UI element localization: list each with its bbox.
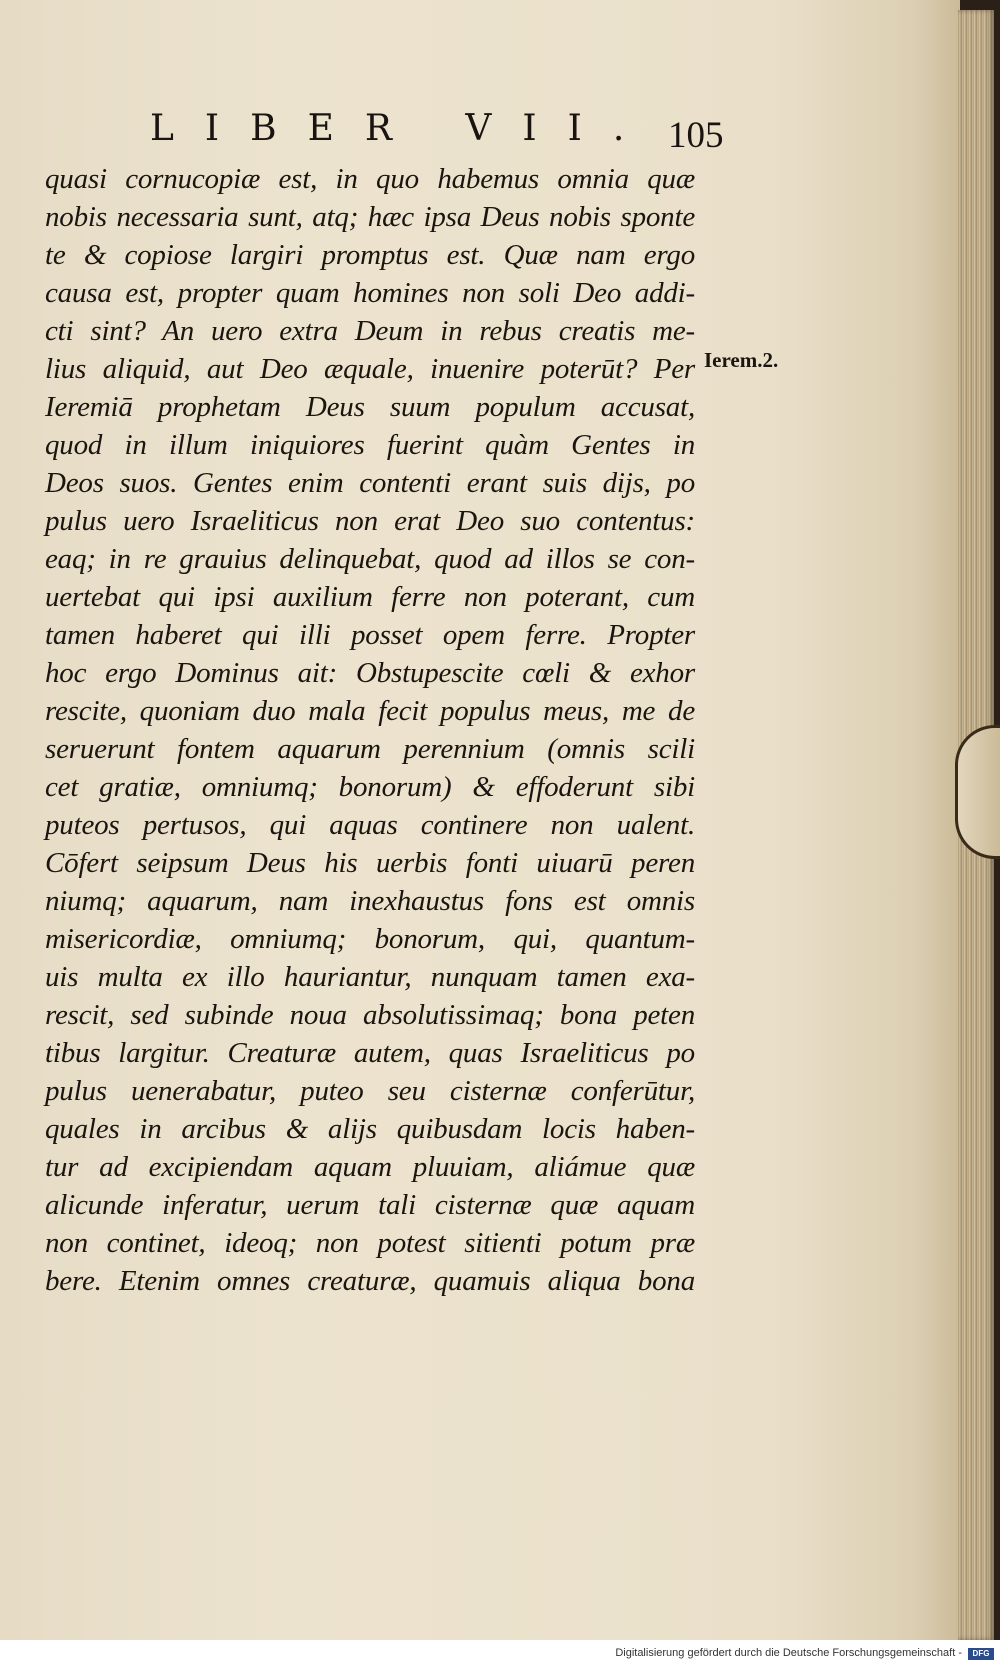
text-line: Cōfert seipsum Deus his uerbis fonti uiuarū peren <box>45 847 695 879</box>
text-line: alicunde inferatur, uerum tali cisternæ quæ aquam <box>45 1189 695 1221</box>
clasp-tab <box>955 725 1000 859</box>
text-line: tibus largitur. Creaturæ autem, quas Israeliticus po <box>45 1037 695 1069</box>
text-line: te & copiose largiri promptus est. Quæ nam ergo <box>45 239 695 271</box>
text-line: rescit, sed subinde noua absolutissimaq; bona peten <box>45 999 695 1031</box>
text-line: seruerunt fontem aquarum perennium (omnis scili <box>45 733 695 765</box>
text-line: causa est, propter quam homines non soli Deo addi- <box>45 277 695 309</box>
text-line: Ieremiā prophetam Deus suum populum accusat, <box>45 391 695 423</box>
text-line: pulus uero Israeliticus non erat Deo suo contentus: <box>45 505 695 537</box>
body-text <box>45 160 695 1300</box>
text-line: lius aliquid, aut Deo æquale, inuenire poterūt? Per <box>45 353 695 385</box>
text-line: quasi cornucopiæ est, in quo habemus omnia quæ <box>45 163 695 195</box>
text-line: rescite, quoniam duo mala fecit populus meus, me de <box>45 695 695 727</box>
text-line: pulus uenerabatur, puteo seu cisternæ conferūtur, <box>45 1075 695 1107</box>
text-line: quales in arcibus & alijs quibusdam locis haben- <box>45 1113 695 1145</box>
text-line: cet gratiæ, omniumq; bonorum) & effoderunt sibi <box>45 771 695 803</box>
text-line: nobis necessaria sunt, atq; hæc ipsa Deus nobis sponte <box>45 201 695 233</box>
text-line: eaq; in re grauius delinquebat, quod ad illos se con- <box>45 543 695 575</box>
text-line: misericordiæ, omniumq; bonorum, qui, quantum- <box>45 923 695 955</box>
running-head: LIBER VII. <box>150 108 656 149</box>
text-line: tur ad excipiendam aquam pluuiam, aliámue quæ <box>45 1151 695 1183</box>
page-number: 105 <box>668 115 724 156</box>
text-line: hoc ergo Dominus ait: Obstupescite cœli & exhor <box>45 657 695 689</box>
text-line: puteos pertusos, qui aquas continere non ualent. <box>45 809 695 841</box>
text-line: non continet, ideoq; non potest sitienti potum præ <box>45 1227 695 1259</box>
text-line: uertebat qui ipsi auxilium ferre non poterant, cum <box>45 581 695 613</box>
footer-credit: Digitalisierung gefördert durch die Deutsche Forschungsgemeinschaft - <box>615 1647 962 1659</box>
text-line: uis multa ex illo hauriantur, nunquam tamen exa- <box>45 961 695 993</box>
text-line: cti sint? An uero extra Deum in rebus creatis me- <box>45 315 695 347</box>
text-line: Deos suos. Gentes enim contenti erant suis dijs, po <box>45 467 695 499</box>
text-line: bere. Etenim omnes creaturæ, quamuis aliqua bona <box>45 1265 695 1297</box>
text-line: niumq; aquarum, nam inexhaustus fons est omnis <box>45 885 695 917</box>
text-line: tamen haberet qui illi posset opem ferre. Propter <box>45 619 695 651</box>
margin-note: Ierem.2. <box>704 348 779 372</box>
dfg-logo: DFG <box>968 1648 994 1660</box>
text-line: quod in illum iniquiores fuerint quàm Gentes in <box>45 429 695 461</box>
